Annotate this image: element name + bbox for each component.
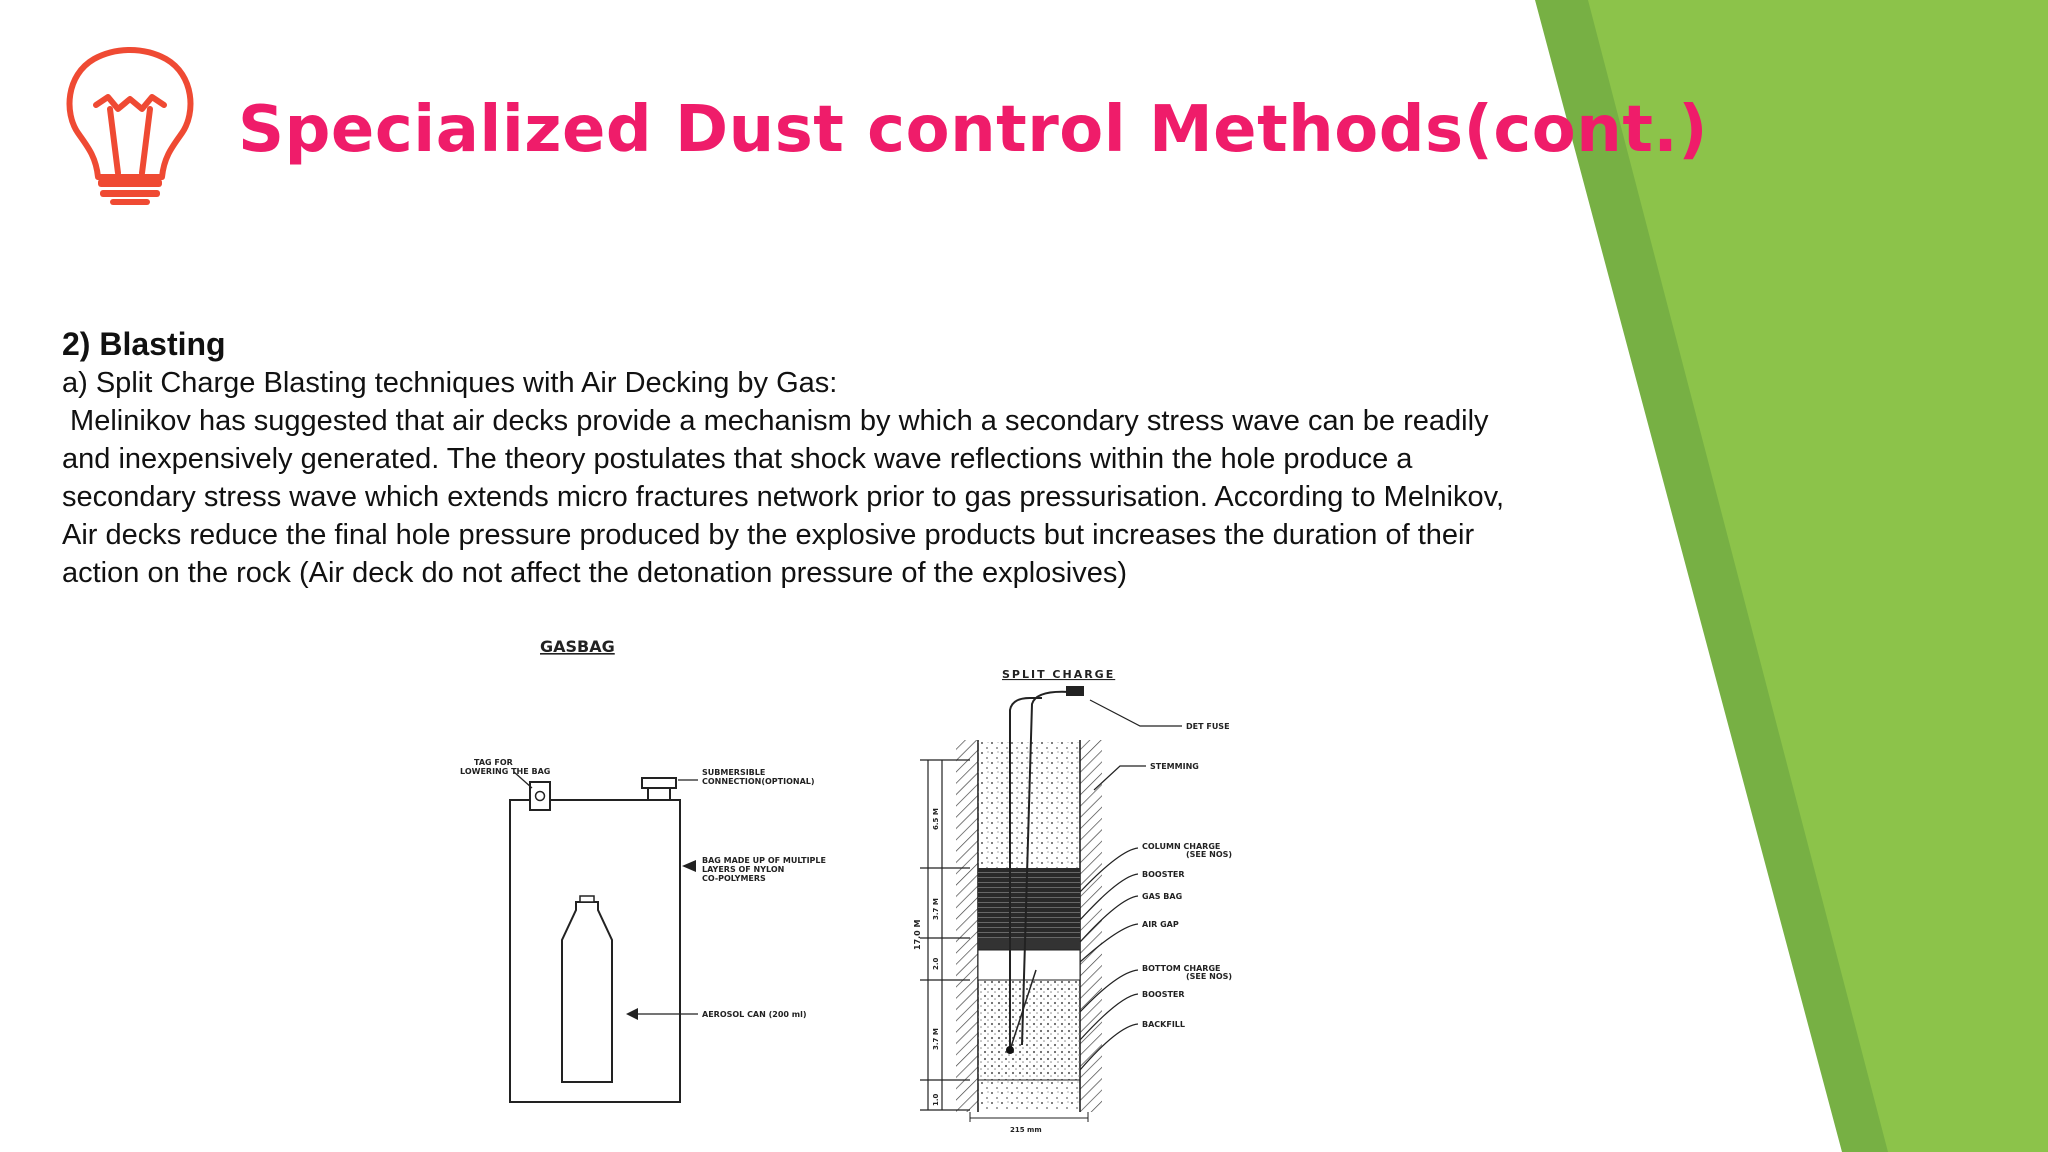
backfill-section [978,1080,1080,1110]
body-text-block [62,324,1662,592]
gasbag-label-tag: TAG FOR LOWERING THE BAG [460,758,551,776]
wall-right [1080,740,1102,1112]
lightbulb-icon [60,45,200,205]
gasbag-tag [530,782,550,810]
paragraph-line: Melinikov has suggested that air decks provide a mechanism by which a secondary stress wave can be readily [62,405,1489,437]
dim-air: 2.0 [932,957,940,970]
bottom-charge-section [978,980,1080,1080]
label-backfill: BACKFILL [1142,1020,1185,1029]
gasbag-label-submersible: SUBMERSIBLE CONNECTION(OPTIONAL) [702,768,815,786]
column-charge-section [978,868,1080,938]
paragraph-line: secondary stress wave which extends micro fractures network prior to gas pressurisation. According to Melnikov, [62,481,1505,513]
label-booster-bottom: BOOSTER [1142,990,1185,999]
dim-stemming: 6.5 M [932,808,940,830]
label-gas-bag: GAS BAG [1142,892,1183,901]
label-air-gap: AIR GAP [1142,920,1179,929]
label-stemming: STEMMING [1150,762,1199,771]
subheading: a) Split Charge Blasting techniques with Air Decking by Gas: [62,367,838,399]
paragraph-line: and inexpensively generated. The theory postulates that shock wave reflections within the hole produce a [62,443,1413,475]
gasbag-label-aerosol: AEROSOL CAN (200 ml) [702,1010,807,1019]
split-charge-caption: SPLIT CHARGE [1002,668,1116,681]
air-gap-section [978,950,1080,980]
dim-column: 3.7 M [932,898,940,920]
wall-left [956,740,978,1112]
dim-bottom: 3.7 M [932,1028,940,1050]
section-heading: 2) Blasting [62,326,226,362]
label-column-charge: COLUMN CHARGE (SEE NOS) [1142,842,1233,859]
label-booster-top: BOOSTER [1142,870,1185,879]
aerosol-can [562,902,612,1082]
gas-bag-section [978,938,1080,950]
label-det-fuse: DET FUSE [1186,722,1230,731]
label-bottom-charge: BOTTOM CHARGE (SEE NOS) [1142,964,1233,981]
dim-total: 17.0 M [913,919,922,950]
slide-title: Specialized Dust control Methods(cont.) [238,93,1708,167]
gasbag-split-charge-figure [430,630,1270,1140]
dim-base: 1.0 [932,1093,940,1106]
dim-diameter: 215 mm [1010,1126,1042,1134]
gasbag-label-bag: BAG MADE UP OF MULTIPLE LAYERS OF NYLON CO-POLYMERS [702,856,826,883]
paragraph-line: action on the rock (Air deck do not affect the detonation pressure of the explosives) [62,557,1128,589]
paragraph-line: Air decks reduce the final hole pressure produced by the explosive products but increases the duration of their [62,519,1475,551]
gasbag-caption: GASBAG [540,637,615,656]
